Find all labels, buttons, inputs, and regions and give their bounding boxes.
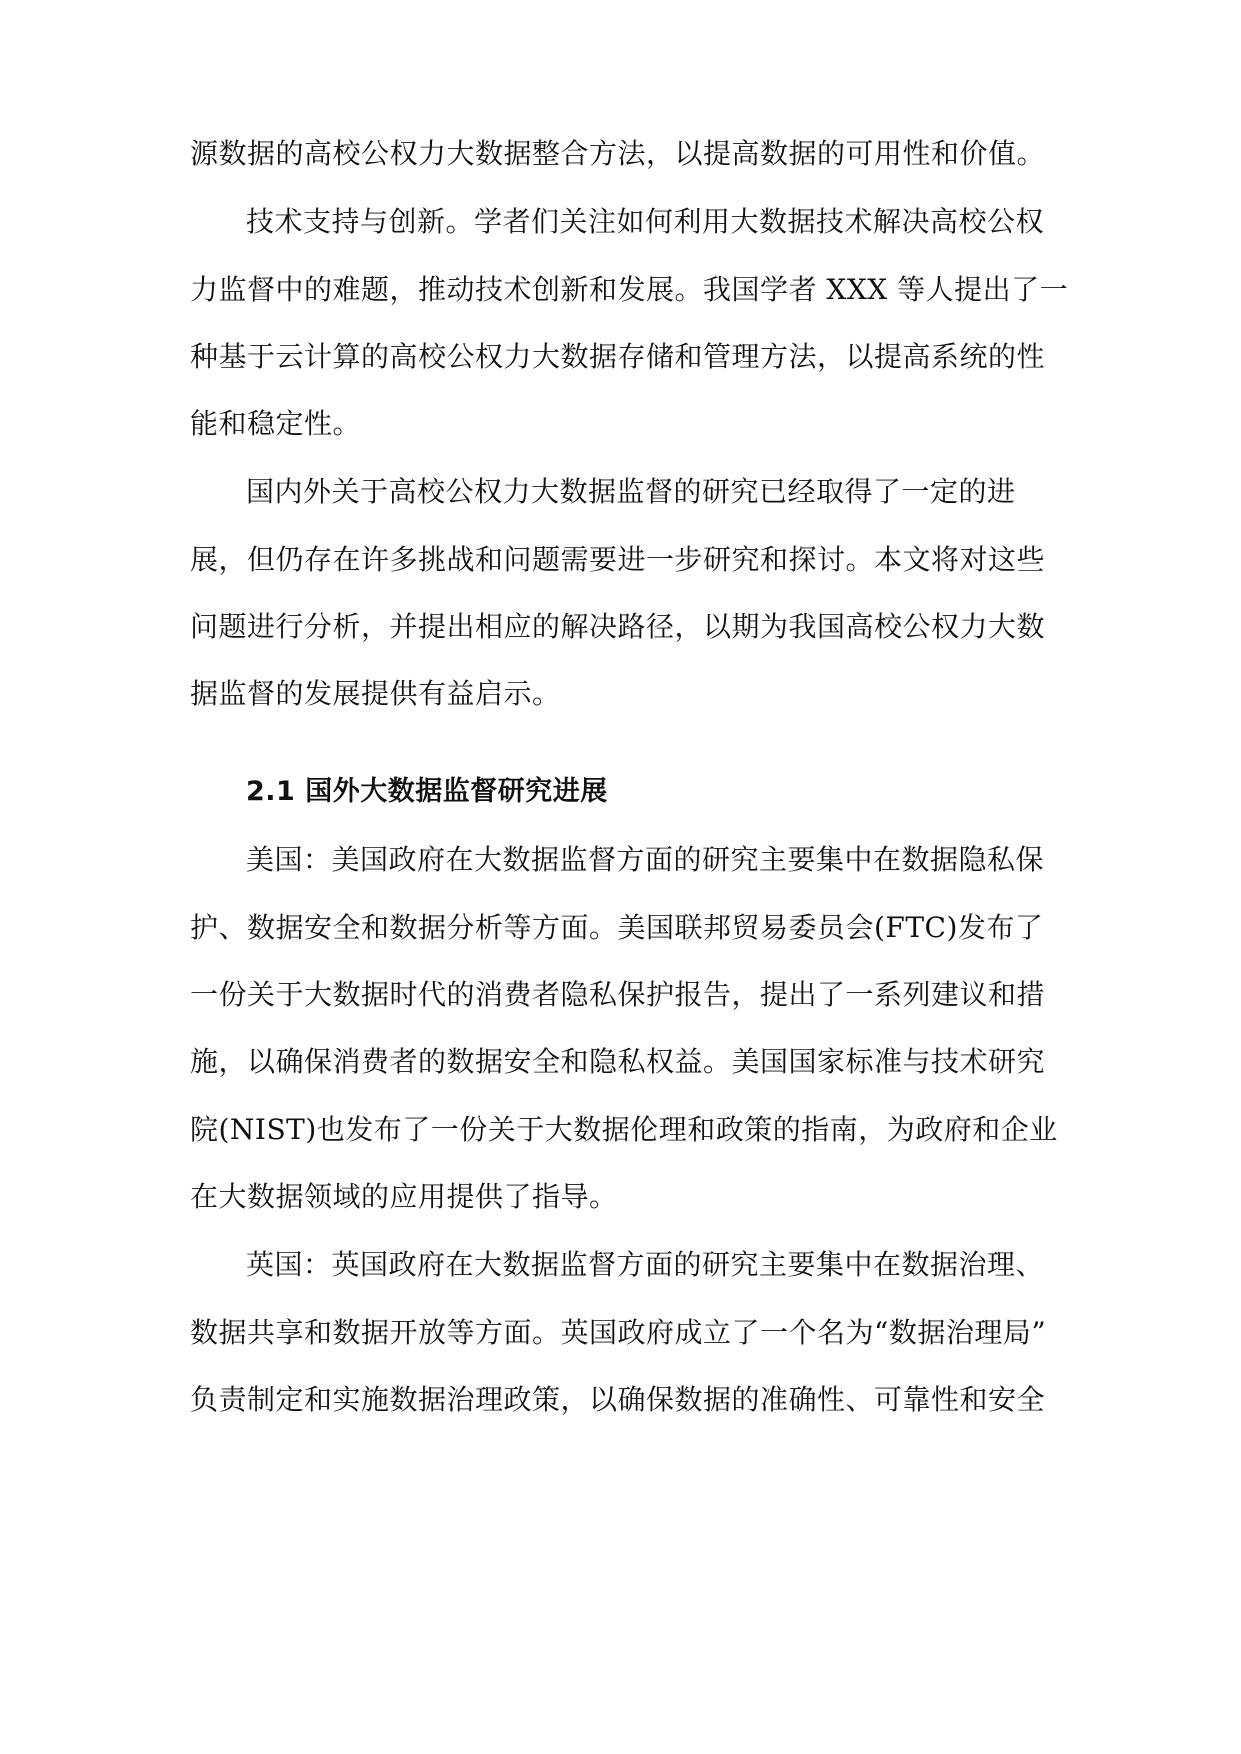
paragraph-line: 源数据的高校公权力大数据整合方法，以提高数据的可用性和价值。 xyxy=(190,137,1046,170)
paragraph-line: 一份关于大数据时代的消费者隐私保护报告，提出了一系列建议和措 xyxy=(190,978,1046,1011)
paragraph-line: 数据共享和数据开放等方面。英国政府成立了一个名为“数据治理局” xyxy=(190,1316,1047,1349)
paragraph-line: 技术支持与创新。学者们关注如何利用大数据技术解决高校公权 xyxy=(246,205,1045,238)
paragraph-line: 国内外关于高校公权力大数据监督的研究已经取得了一定的进 xyxy=(246,475,1016,508)
paragraph-line: 力监督中的难题，推动技术创新和发展。我国学者 XXX 等人提出了一 xyxy=(190,273,1069,306)
paragraph-line: 施，以确保消费者的数据安全和隐私权益。美国国家标准与技术研究 xyxy=(190,1045,1046,1078)
paragraph-line: 护、数据安全和数据分析等方面。美国联邦贸易委员会(FTC)发布了 xyxy=(190,911,1044,944)
paragraph-line: 能和稳定性。 xyxy=(190,407,362,440)
section-heading: 2.1 国外大数据监督研究进展 xyxy=(246,776,608,807)
paragraph-line: 美国：美国政府在大数据监督方面的研究主要集中在数据隐私保 xyxy=(246,843,1045,876)
paragraph-line: 据监督的发展提供有益启示。 xyxy=(190,677,561,710)
paragraph-line: 院(NIST)也发布了一份关于大数据伦理和政策的指南，为政府和企业 xyxy=(190,1113,1058,1146)
paragraph-line: 英国：英国政府在大数据监督方面的研究主要集中在数据治理、 xyxy=(246,1248,1045,1281)
paragraph-line: 负责制定和实施数据治理政策，以确保数据的准确性、可靠性和安全 xyxy=(190,1383,1046,1416)
paragraph-line: 问题进行分析，并提出相应的解决路径，以期为我国高校公权力大数 xyxy=(190,610,1046,643)
paragraph-line: 在大数据领域的应用提供了指导。 xyxy=(190,1180,618,1213)
paragraph-line: 种基于云计算的高校公权力大数据存储和管理方法，以提高系统的性 xyxy=(190,340,1046,373)
paragraph-line: 展，但仍存在许多挑战和问题需要进一步研究和探讨。本文将对这些 xyxy=(190,543,1046,576)
